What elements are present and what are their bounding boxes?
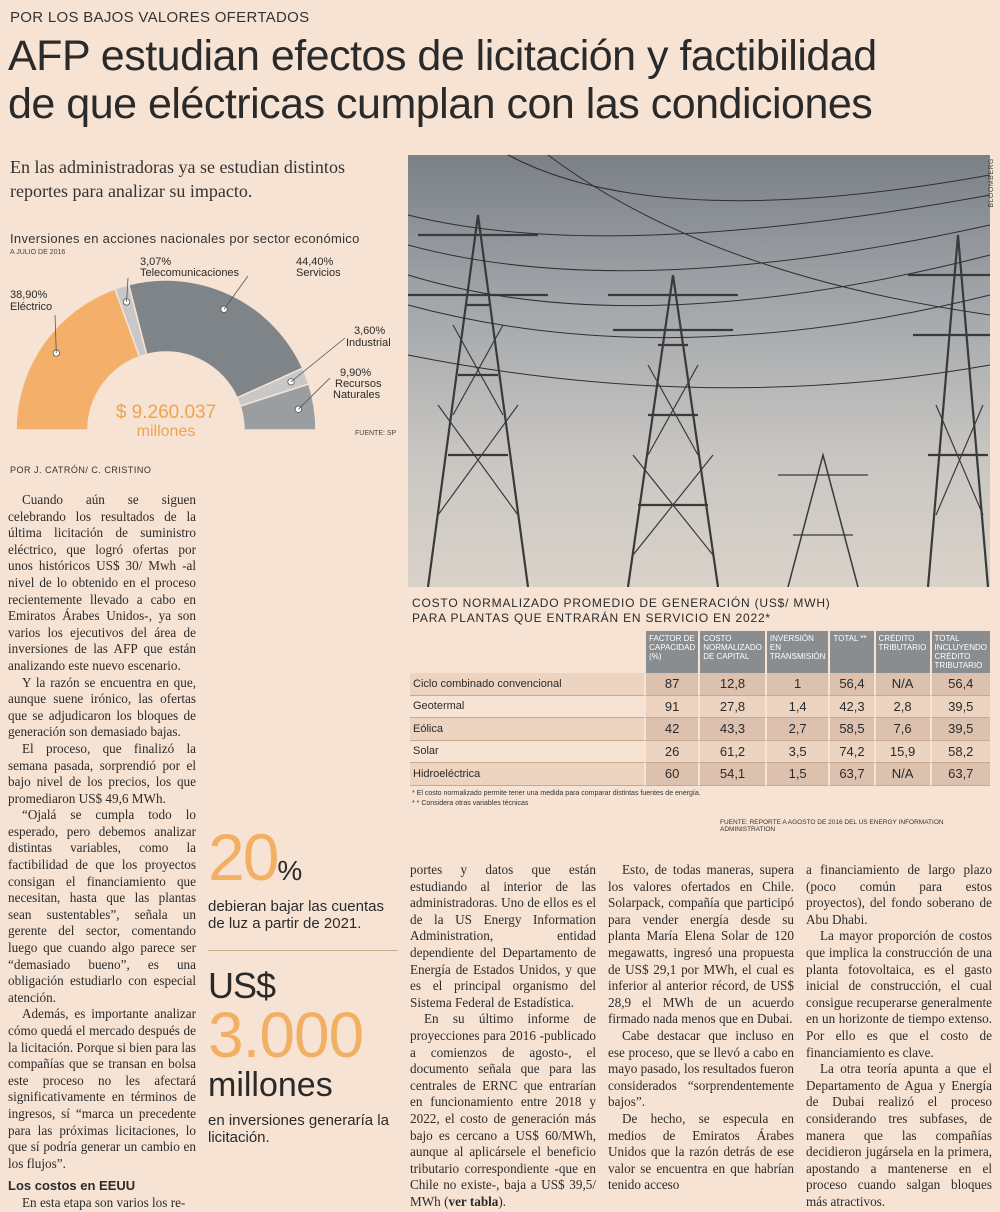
table-cell: 91 bbox=[644, 696, 698, 719]
headline bbox=[8, 32, 998, 128]
table-cell: 27,8 bbox=[698, 696, 765, 719]
table-row-label: Geotermal bbox=[410, 696, 644, 719]
label-telecom-name: Telecomunicaciones bbox=[140, 267, 240, 279]
photo-credit: BLOOMBERG bbox=[988, 158, 995, 208]
label-industrial-value: 3,60% bbox=[354, 325, 386, 337]
label-recursos-value: 9,90% bbox=[340, 367, 372, 379]
table-note: * El costo normalizado permite tener una medida para comparar distintas fuentes de energía. bbox=[412, 790, 701, 797]
power-lines-photo bbox=[408, 155, 990, 587]
chart-title: Inversiones en acciones nacionales por sector económico bbox=[10, 231, 360, 246]
paragraph: Además, es importante analizar cómo quedá el mercado después de la licitación. Porque si bien para las compañías que se transan en bolsa este proceso no les afectará significativamente en términos de ingresos, sí “marca un precedente para las próximas licitaciones, lo que sí podría generar un cambio en los flujos”. bbox=[8, 1006, 196, 1171]
paragraph: La mayor proporción de costos que implica la construcción de una planta fotovoltaica, es el gasto inicial de construcción, el cual consigue recuperarse generalmente en un horizonte de tiempo extenso. Por ello es que el costo de financiamiento es clave. bbox=[806, 928, 992, 1060]
cost-table bbox=[410, 631, 990, 786]
label-industrial-name: Industrial bbox=[346, 337, 391, 349]
table-cell: N/A bbox=[874, 763, 930, 786]
table-title bbox=[412, 596, 831, 626]
paragraph: portes y datos que están estudiando al interior de las administradoras. Uno de ellos es el de la US Energy Information Administration, entidad dependiente del Departamento de Energía de Estados Unidos, y que es el principal organismo del Sistema Federal de Estadística. bbox=[410, 862, 596, 1010]
table-header: FACTOR DE CAPACIDAD (%) bbox=[644, 631, 698, 673]
article-column-2 bbox=[410, 862, 596, 1210]
label-electrico-value: 38,90% bbox=[10, 289, 48, 301]
byline: POR J. CATRÓN/ C. CRISTINO bbox=[10, 465, 152, 475]
table-header-blank bbox=[410, 631, 644, 673]
stat-text: debieran bajar las cuentas de luz a partir de 2021. bbox=[208, 898, 384, 932]
table-row-label: Hidroeléctrica bbox=[410, 763, 644, 786]
table-cell: 87 bbox=[644, 673, 698, 696]
table-note: * * Considera otras variables técnicas bbox=[412, 800, 529, 807]
table-notes bbox=[412, 789, 701, 809]
paragraph: Cabe destacar que incluso en ese proceso, que se llevó a cabo en mayo pasado, los resultados fueron considerados “sorprendentemente bajos”. bbox=[608, 1027, 794, 1110]
chart-total-amount: $ 9.260.037 bbox=[115, 402, 217, 423]
table-header: INVERSIÓN EN TRANSMISIÓN bbox=[765, 631, 829, 673]
table-header-row bbox=[410, 631, 990, 673]
table-cell: 60 bbox=[644, 763, 698, 786]
table-cell: 1,4 bbox=[765, 696, 829, 719]
paragraph: En esta etapa son varios los re- bbox=[22, 1194, 186, 1210]
headline-line-2: de que eléctricas cumplan con las condiciones bbox=[8, 80, 873, 128]
table-header: TOTAL ** bbox=[828, 631, 873, 673]
paragraph: El proceso, que finalizó la semana pasada, sorprendió por el bajo nivel de los precios, los que promediaron US$ 49,6 MWh. bbox=[8, 740, 196, 806]
table-cell: 63,7 bbox=[828, 763, 873, 786]
table-cell: 2,8 bbox=[874, 696, 930, 719]
table-row bbox=[410, 763, 990, 786]
table-cell: 39,5 bbox=[930, 718, 990, 741]
sector-chart bbox=[0, 250, 400, 450]
table-cell: N/A bbox=[874, 673, 930, 696]
label-electrico-name: Eléctrico bbox=[10, 301, 53, 313]
table-cell: 39,5 bbox=[930, 696, 990, 719]
table-header: TOTAL INCLUYENDO CRÉDITO TRIBUTARIO bbox=[930, 631, 990, 673]
paragraph: Y la razón se encuentra en que, aunque suene irónico, las ofertas que se adjudicaron los bloques de generación son demasiado bajas. bbox=[8, 674, 196, 740]
table-cell: 26 bbox=[644, 741, 698, 764]
label-servicios-name: Servicios bbox=[296, 267, 341, 279]
table-cell: 56,4 bbox=[828, 673, 873, 696]
table-row-label: Solar bbox=[410, 741, 644, 764]
chart-total-unit: millones bbox=[136, 423, 196, 440]
table-header: COSTO NORMALIZADO DE CAPITAL bbox=[698, 631, 765, 673]
table-cell: 54,1 bbox=[698, 763, 765, 786]
table-cell: 61,2 bbox=[698, 741, 765, 764]
table-cell: 42 bbox=[644, 718, 698, 741]
stat-text: en inversiones generaría la licitación. bbox=[208, 1112, 389, 1146]
table-cell: 2,7 bbox=[765, 718, 829, 741]
table-cell: 1,5 bbox=[765, 763, 829, 786]
table-title-line-2: PARA PLANTAS QUE ENTRARÁN EN SERVICIO EN 2022* bbox=[412, 611, 771, 625]
table-cell: 58,2 bbox=[930, 741, 990, 764]
subheading: Los costos en EEUU bbox=[8, 1178, 136, 1194]
table-row-label: Ciclo combinado convencional bbox=[410, 673, 644, 696]
table-reference: ver tabla bbox=[448, 1193, 499, 1209]
table-title-line-1: COSTO NORMALIZADO PROMEDIO DE GENERACIÓN (US$/ MWH) bbox=[412, 596, 831, 610]
table-cell: 3,5 bbox=[765, 741, 829, 764]
paragraph: Esto, de todas maneras, supera los valores ofertados en Chile. Solarpack, compañía que participó para vender energía desde su planta María Elena Solar de 120 megawatts, ingresó una propuesta de US$ 29,1 por MWh, el cual es inferior al anterior récord, de US$ 28,9 el MWh de un acuerdo firmado nada menos que en Dubai. bbox=[608, 862, 794, 1027]
paragraph bbox=[410, 1011, 596, 1210]
kicker: POR LOS BAJOS VALORES OFERTADOS bbox=[10, 9, 310, 26]
table-row bbox=[410, 741, 990, 764]
chart-subtitle: A JULIO DE 2016 bbox=[10, 249, 66, 256]
paragraph: a financiamiento de largo plazo (poco común para estos proyectos), del fondo soberano de Abu Dhabi. bbox=[806, 862, 992, 927]
table-cell: 58,5 bbox=[828, 718, 873, 741]
table-cell: 74,2 bbox=[828, 741, 873, 764]
table-cell: 12,8 bbox=[698, 673, 765, 696]
table-cell: 43,3 bbox=[698, 718, 765, 741]
transmission-towers-illustration bbox=[408, 155, 990, 587]
chart-source: FUENTE: SP bbox=[355, 430, 397, 437]
table-cell: 1 bbox=[765, 673, 829, 696]
paragraph: La otra teoría apunta a que el Departamento de Agua y Energía de Dubai realizó el proceso considerando tres subfases, de manera que las compañías decidieron jugársela en la primera, apostando a mantenerse en el proceso cuando salgan bloques más atractivos. bbox=[806, 1061, 992, 1209]
paragraph: De hecho, se especula en medios de Emiratos Árabes Unidos que la razón detrás de ese valor se encuentra en que habrían tenido acceso bbox=[608, 1110, 794, 1193]
table-cell: 42,3 bbox=[828, 696, 873, 719]
paragraph: Cuando aún se siguen celebrando los resultados de la última licitación de suministro eléctrico, que logró ofertas por unos históricos US$ 30/ Mwh -al nivel de lo obtenido en el proceso recientemente llevado a cabo en Emiratos Árabes Unidos-, ya son varios los ejecutivos del área de inversiones de las AFP que están analizando este nuevo escenario. bbox=[8, 492, 196, 673]
table-cell: 56,4 bbox=[930, 673, 990, 696]
headline-line-1: AFP estudian efectos de licitación y factibilidad bbox=[8, 32, 877, 80]
stat-prefix: US$ bbox=[208, 965, 276, 1006]
table-row bbox=[410, 696, 990, 719]
table-cell: 7,6 bbox=[874, 718, 930, 741]
article-column-4 bbox=[806, 862, 992, 1210]
stat-20-percent bbox=[208, 820, 398, 932]
label-servicios-value: 44,40% bbox=[296, 256, 334, 268]
table-cell: 63,7 bbox=[930, 763, 990, 786]
table-cell: 15,9 bbox=[874, 741, 930, 764]
table-row bbox=[410, 718, 990, 741]
stat-value: 3.000 bbox=[208, 999, 364, 1071]
table-row bbox=[410, 673, 990, 696]
label-recursos-name-2: Naturales bbox=[333, 389, 381, 401]
label-telecom-value: 3,07% bbox=[140, 256, 172, 268]
stat-3000-millones bbox=[208, 965, 398, 1146]
lede: En las administradoras ya se estudian distintos reportes para analizar su impacto. bbox=[10, 157, 345, 201]
paragraph-text: En su último informe de proyecciones para 2016 -publicado a comienzos de agosto-, el documento señala que para las centrales de ERNC que entrarían en funcionamiento entre 2018 y 2022, el costo de generación más bajo es cercano a US$ 60/MWh, aunque al aplicársele el beneficio tributario correspondiente -que en Chile no existe-, baja a US$ 39,5/ MWh ( bbox=[410, 1011, 596, 1209]
paragraph: “Ojalá se cumpla todo lo esperado, pero debemos analizar distintas variables, como la factibilidad de que los proyectos consigan el financiamiento que necesitan, hasta que las plantas sean sustentables”, señala un gerente del sector, comentando luego que cuando algo parece ser “demasiado bueno”, es una obligación estudiarlo con especial atención. bbox=[8, 807, 196, 1005]
table-header: CRÉDITO TRIBUTARIO bbox=[874, 631, 930, 673]
divider bbox=[208, 950, 398, 951]
label-recursos-name: Recursos bbox=[335, 378, 382, 390]
paragraph-end: ). bbox=[498, 1193, 507, 1209]
table-row-label: Eólica bbox=[410, 718, 644, 741]
article-column-3 bbox=[608, 862, 794, 1194]
table-source: FUENTE: REPORTE A AGOSTO DE 2016 DEL US ENERGY INFORMATION ADMINISTRATION bbox=[720, 819, 944, 833]
stat-unit: % bbox=[277, 855, 303, 886]
article-column-1 bbox=[8, 492, 196, 1212]
stat-value: 20 bbox=[208, 820, 278, 894]
stat-unit: millones bbox=[208, 1066, 333, 1104]
